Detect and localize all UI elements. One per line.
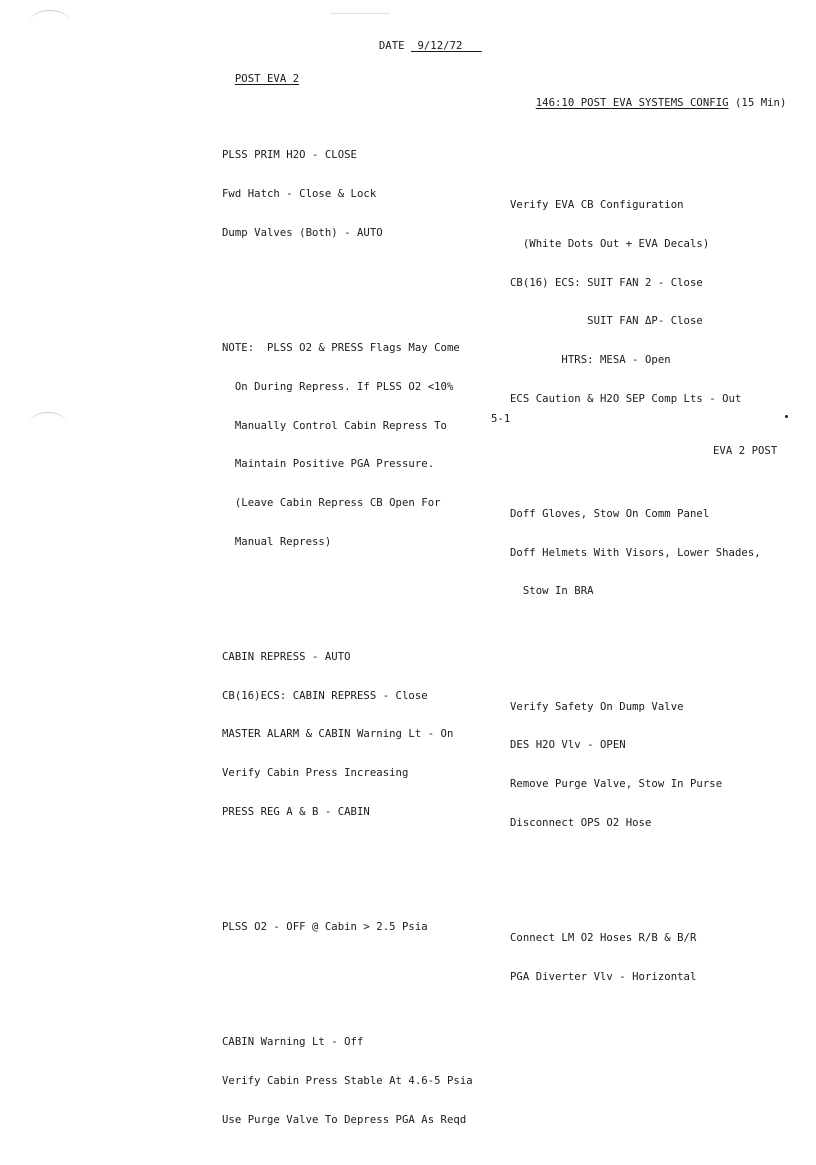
checklist-line: CABIN REPRESS - AUTO (222, 650, 351, 663)
checklist-line: Use Purge Valve To Depress PGA As Reqd (222, 1113, 467, 1126)
scan-smudge-top (330, 13, 390, 14)
checklist-line: CABIN Warning Lt - Off (222, 1036, 364, 1049)
checklist-line: (White Dots Out + EVA Decals) (510, 237, 710, 250)
section-label: EVA 2 POST (713, 445, 778, 457)
checklist-line: Stow In BRA (510, 585, 594, 598)
right-group-4 (510, 906, 786, 1009)
right-heading-title: 146:10 POST EVA SYSTEMS CONFIG (535, 96, 729, 109)
checklist-line: Verify Cabin Press Increasing (222, 767, 409, 780)
checklist-line: Fwd Hatch - Close & Lock (222, 188, 377, 201)
right-heading-duration: (15 Min) (728, 96, 787, 109)
left-heading: POST EVA 2 (234, 72, 300, 85)
checklist-line: PLSS PRIM H2O - CLOSE (222, 149, 357, 162)
checklist-line: CB(16) ECS: SUIT FAN 2 - Close (510, 276, 703, 289)
scan-mark-bottom-left (30, 412, 66, 433)
date-line (366, 27, 482, 53)
checklist-line: Doff Helmets With Visors, Lower Shades, (510, 546, 761, 559)
date-value: 9/12/72 (417, 39, 463, 52)
checklist-line: PRESS REG A & B - CABIN (222, 805, 370, 818)
note-line: Maintain Positive PGA Pressure. (222, 458, 435, 471)
note-line: On During Repress. If PLSS O2 <10% (222, 380, 454, 393)
right-group-2 (510, 482, 786, 624)
checklist-line: MASTER ALARM & CABIN Warning Lt - On (222, 728, 454, 741)
note-line: NOTE: PLSS O2 & PRESS Flags May Come (222, 342, 460, 355)
checklist-line: Dump Valves (Both) - AUTO (222, 226, 383, 239)
checklist-line: Verify EVA CB Configuration (510, 199, 684, 212)
checklist-line: HTRS: MESA - Open (510, 353, 671, 366)
checklist-line: Disconnect OPS O2 Hose (510, 816, 652, 829)
checklist-line: Verify Cabin Press Stable At 4.6-5 Psia (222, 1075, 473, 1088)
checklist-line: PLSS O2 - OFF @ Cabin > 2.5 Psia (222, 921, 428, 934)
left-group-4 (222, 1011, 473, 1153)
note-line: (Leave Cabin Repress CB Open For (222, 497, 441, 509)
note-block (222, 316, 473, 574)
scan-mark-top-left (30, 10, 70, 33)
checklist-line: PGA Diverter Vlv - Horizontal (510, 970, 697, 983)
right-group-1 (510, 173, 786, 431)
right-column (510, 58, 786, 1022)
checklist-line: SUIT FAN ΔP- Close (510, 315, 703, 328)
checklist-line: CB(16)ECS: CABIN REPRESS - Close (222, 689, 428, 702)
date-label: DATE (378, 39, 405, 52)
checklist-line: DES H2O Vlv - OPEN (510, 739, 626, 752)
page-number: 5-1 (491, 413, 511, 425)
right-group-3 (510, 675, 786, 856)
note-line: Manually Control Cabin Repress To (222, 419, 447, 432)
left-group-1 (222, 124, 473, 266)
checklist-line: Remove Purge Valve, Stow In Purse (510, 778, 723, 791)
left-column (222, 60, 473, 1165)
left-group-2 (222, 625, 473, 844)
right-heading (510, 84, 786, 123)
checklist-line: Connect LM O2 Hoses R/B & B/R (510, 932, 697, 944)
checklist-line: Verify Safety On Dump Valve (510, 700, 684, 713)
checklist-line: Doff Gloves, Stow On Comm Panel (510, 507, 710, 520)
note-line: Manual Repress) (222, 535, 332, 548)
checklist-line: ECS Caution & H2O SEP Comp Lts - Out (510, 392, 742, 405)
left-group-3 (222, 895, 473, 960)
